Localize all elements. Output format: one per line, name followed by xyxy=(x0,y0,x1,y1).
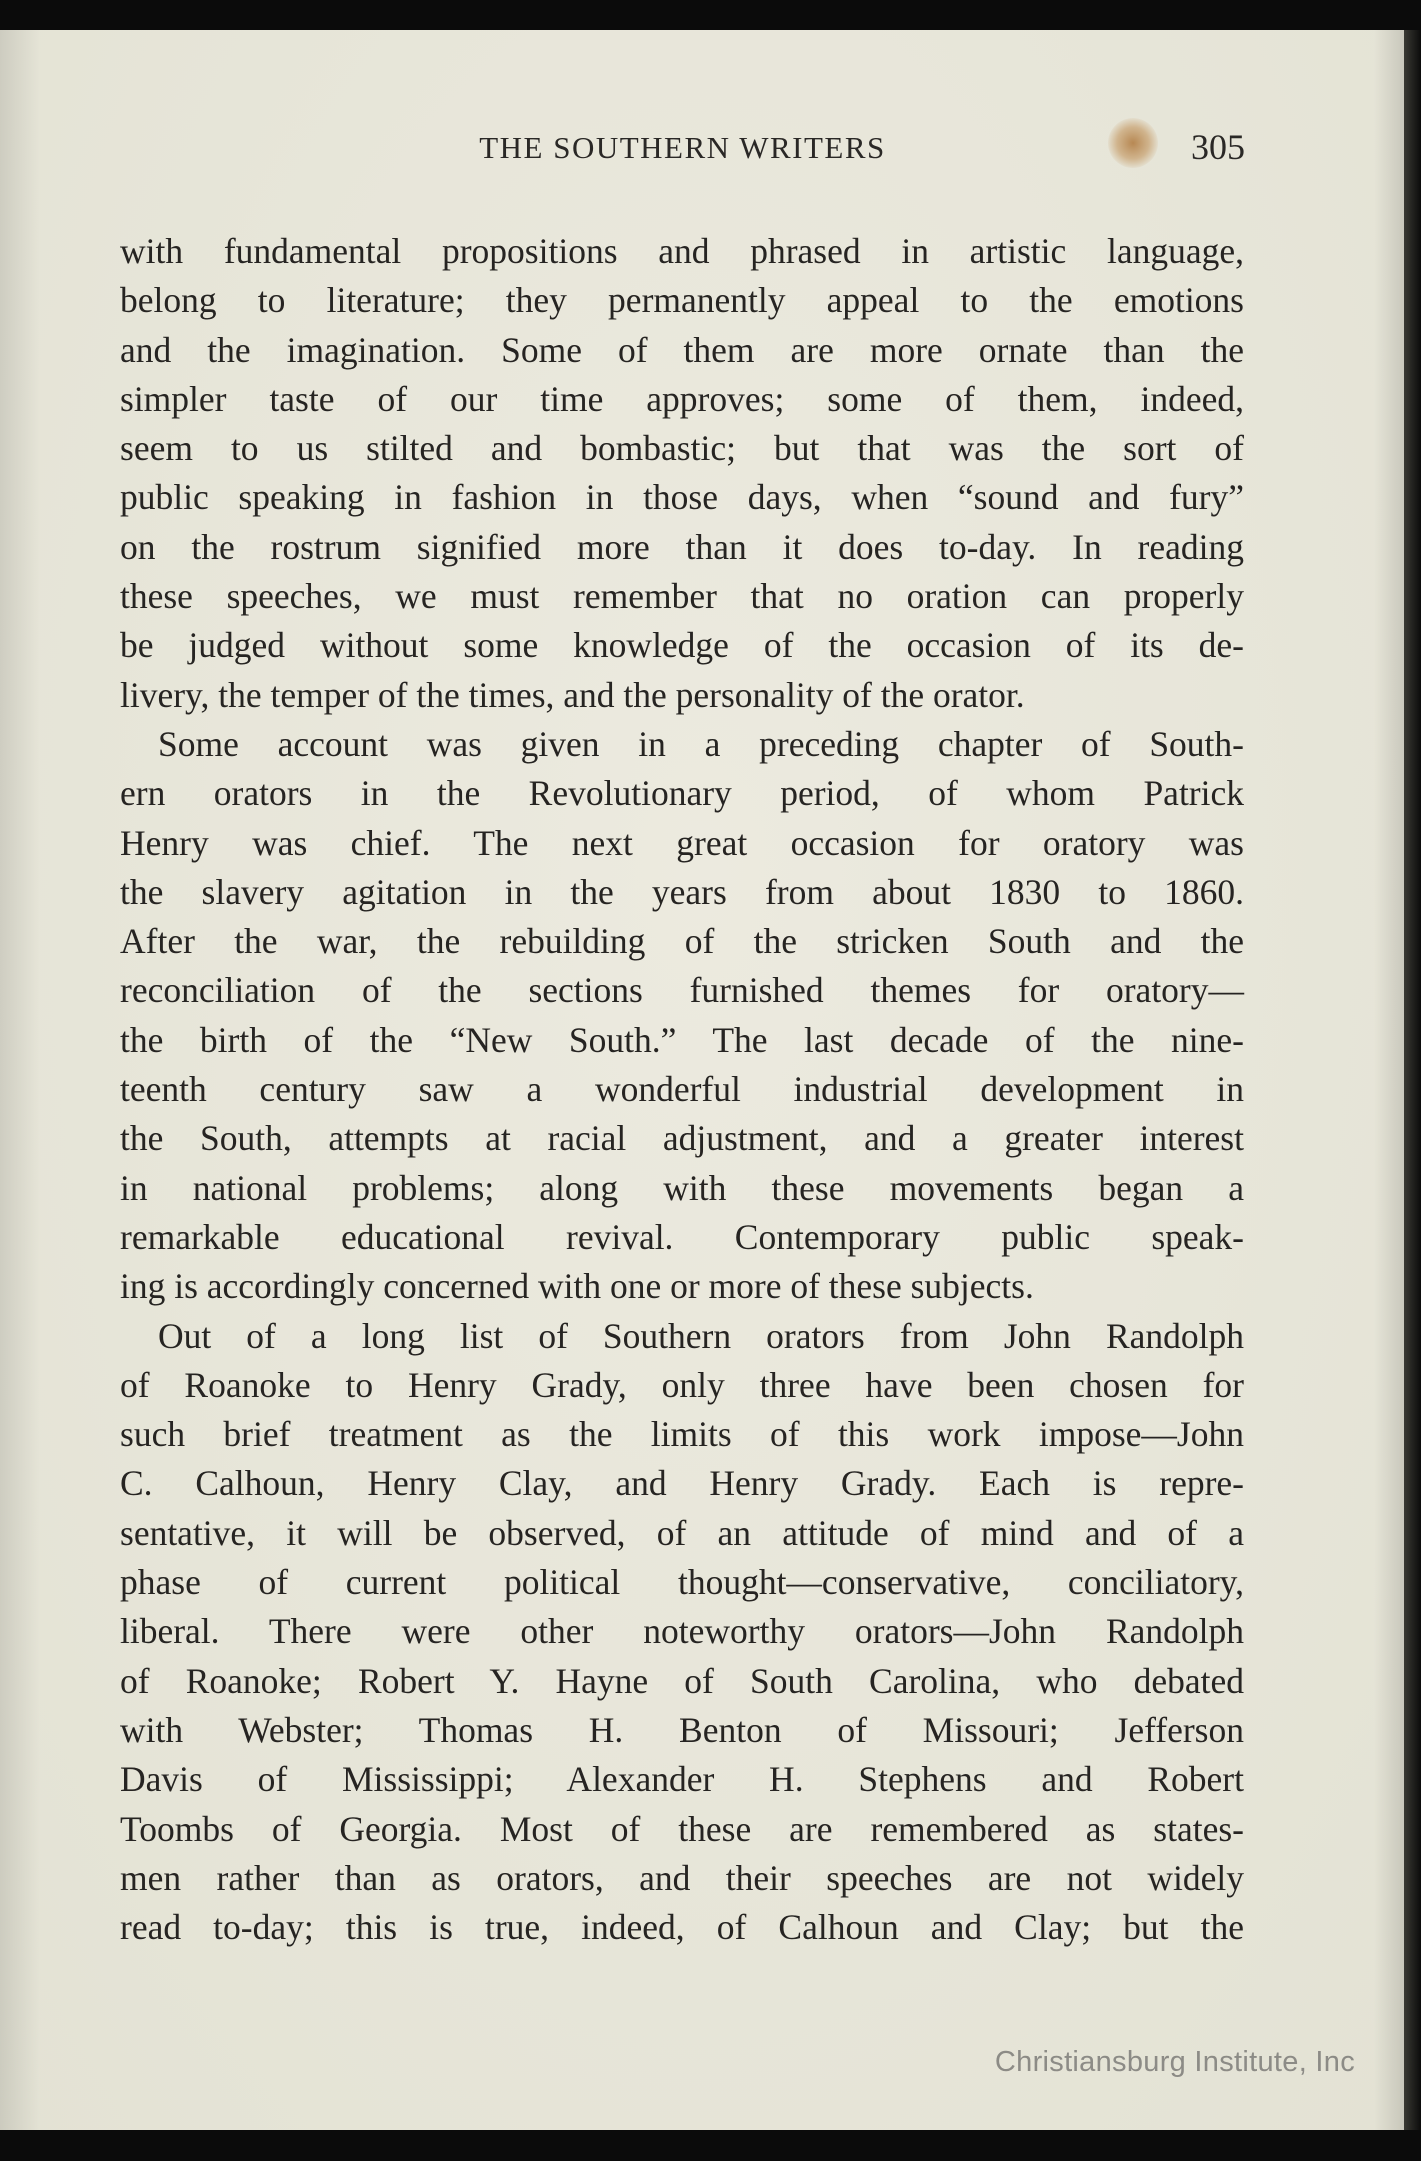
text-line: on the rostrum signified more than it does to-day. In reading xyxy=(120,526,1244,567)
text-line: Out of a long list of Southern orators from John Randolph xyxy=(158,1315,1244,1356)
text-line: remarkable educational revival. Contemporary public speak- xyxy=(120,1216,1244,1257)
text-line: with fundamental propositions and phrased in artistic language, xyxy=(120,231,1244,271)
text-line: in national problems; along with these movements began a xyxy=(120,1167,1244,1208)
text-line: reconciliation of the sections furnished themes for oratory— xyxy=(120,970,1244,1011)
text-line: seem to us stilted and bombastic; but that was the sort of xyxy=(120,428,1244,469)
text-line: liberal. There were other noteworthy orators—John Randolph xyxy=(120,1611,1244,1652)
running-head: THE SOUTHERN WRITERS xyxy=(479,130,886,165)
text-line: men rather than as orators, and their speeches are not widely xyxy=(120,1857,1244,1898)
text-line: public speaking in fashion in those days, when “sound and fury” xyxy=(120,477,1244,518)
page-number: 305 xyxy=(1191,127,1245,167)
text-line: read to-day; this is true, indeed, of Calhoun and Clay; but the xyxy=(120,1907,1244,1948)
text-line: simpler taste of our time approves; some of them, indeed, xyxy=(120,378,1244,419)
text-line: of Roanoke; Robert Y. Hayne of South Carolina, who debated xyxy=(120,1660,1244,1701)
text-line: C. Calhoun, Henry Clay, and Henry Grady. Each is repre- xyxy=(120,1463,1244,1504)
page-header xyxy=(120,100,1245,167)
text-line: ing is accordingly concerned with one or more of these subjects. xyxy=(120,1266,1034,1307)
text-line: the slavery agitation in the years from about 1830 to 1860. xyxy=(120,871,1244,912)
text-line: such brief treatment as the limits of this work impose—John xyxy=(120,1414,1244,1455)
paragraph-2 xyxy=(120,720,1244,1312)
text-line: Some account was given in a preceding chapter of South- xyxy=(158,723,1244,764)
text-line: Davis of Mississippi; Alexander H. Stephens and Robert xyxy=(120,1759,1244,1800)
text-line: Toombs of Georgia. Most of these are remembered as states- xyxy=(120,1808,1244,1849)
text-line: these speeches, we must remember that no oration can properly xyxy=(120,576,1244,617)
text-line: Henry was chief. The next great occasion for oratory was xyxy=(120,822,1244,863)
text-line: After the war, the rebuilding of the stricken South and the xyxy=(120,921,1244,962)
text-line: belong to literature; they permanently appeal to the emotions xyxy=(120,280,1244,321)
watermark: Christiansburg Institute, Inc xyxy=(994,2046,1355,2078)
text-line: the South, attempts at racial adjustment, and a greater interest xyxy=(120,1118,1244,1159)
text-line: teenth century saw a wonderful industrial development in xyxy=(120,1069,1244,1110)
text-line: phase of current political thought—conservative, conciliatory, xyxy=(120,1562,1244,1603)
text-line: and the imagination. Some of them are more ornate than the xyxy=(120,329,1244,370)
body-text xyxy=(120,227,1244,1952)
paragraph-3 xyxy=(120,1312,1244,1953)
text-line: with Webster; Thomas H. Benton of Missouri; Jefferson xyxy=(120,1709,1244,1750)
paragraph-1 xyxy=(120,227,1244,720)
text-line: be judged without some knowledge of the occasion of its de- xyxy=(120,625,1244,666)
text-line: sentative, it will be observed, of an attitude of mind and of a xyxy=(120,1512,1244,1553)
text-line: of Roanoke to Henry Grady, only three have been chosen for xyxy=(120,1364,1244,1405)
text-line: ern orators in the Revolutionary period, of whom Patrick xyxy=(120,773,1244,814)
text-line: livery, the temper of the times, and the personality of the orator. xyxy=(120,674,1025,715)
text-line: the birth of the “New South.” The last decade of the nine- xyxy=(120,1019,1244,1060)
page-edge-shadow xyxy=(1404,30,1421,2130)
